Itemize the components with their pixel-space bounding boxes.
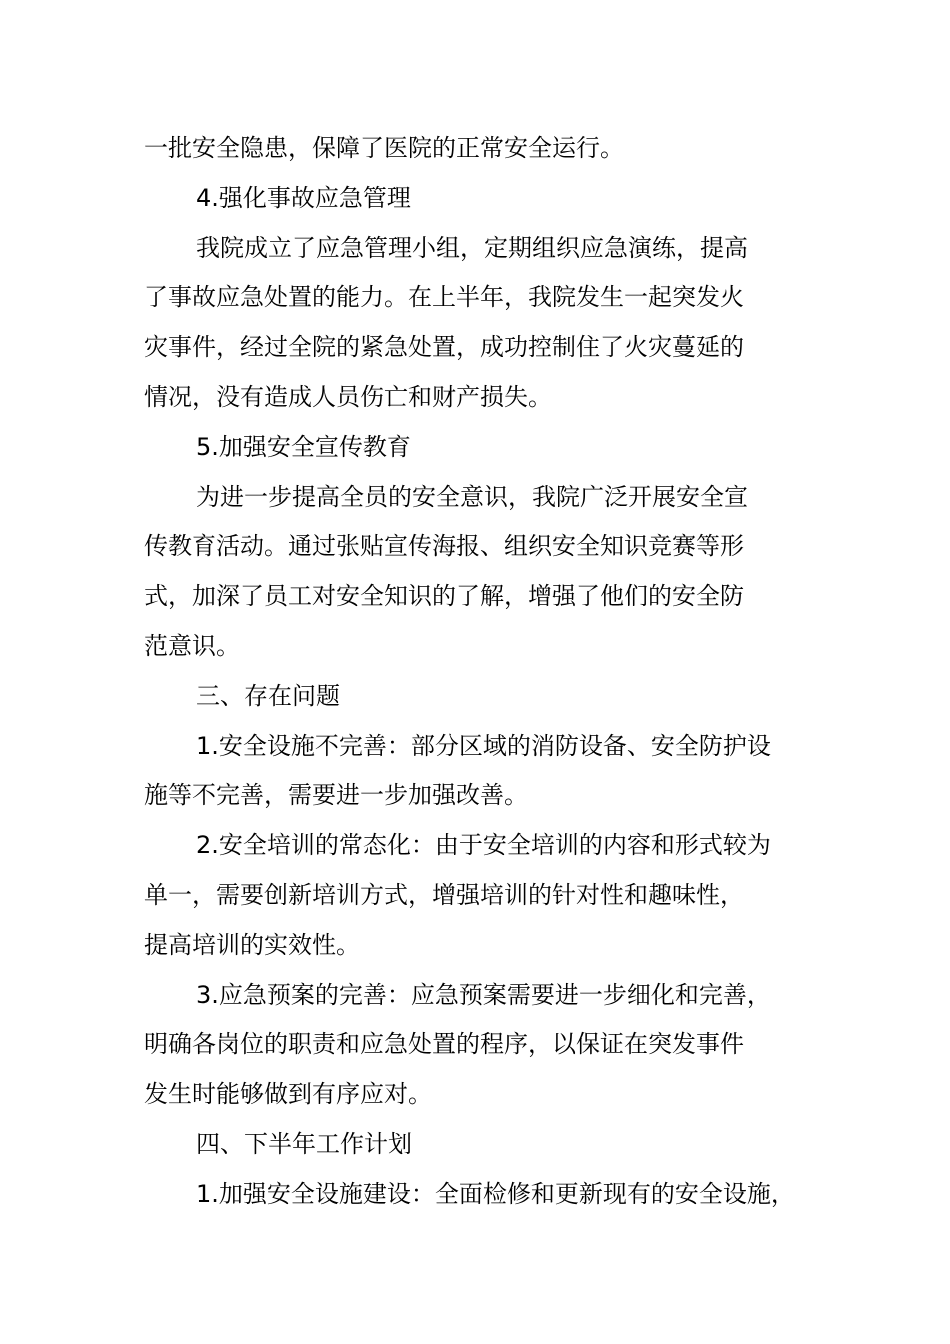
text-line: 我院成立了应急管理小组，定期组织应急演练，提高 <box>196 233 748 262</box>
text-line: 1.安全设施不完善：部分区域的消防设备、安全防护设 <box>196 731 771 760</box>
text-line: 范意识。 <box>144 631 240 660</box>
text-line: 灾事件，经过全院的紧急处置，成功控制住了火灾蔓延的 <box>144 333 744 362</box>
text-line: 明确各岗位的职责和应急处置的程序，以保证在突发事件 <box>144 1030 744 1059</box>
text-line: 为进一步提高全员的安全意识，我院广泛开展安全宣 <box>196 482 748 511</box>
section-heading: 三、存在问题 <box>196 681 340 710</box>
text-line: 了事故应急处置的能力。在上半年，我院发生一起突发火 <box>144 283 744 312</box>
section-heading: 四、下半年工作计划 <box>196 1129 412 1158</box>
text-line: 式，加深了员工对安全知识的了解，增强了他们的安全防 <box>144 582 744 611</box>
text-line: 传教育活动。通过张贴宣传海报、组织安全知识竞赛等形 <box>144 532 744 561</box>
text-line: 1.加强安全设施建设：全面检修和更新现有的安全设施， <box>196 1179 795 1208</box>
text-line: 施等不完善，需要进一步加强改善。 <box>144 781 528 810</box>
text-line: 发生时能够做到有序应对。 <box>144 1080 432 1109</box>
section-heading: 4.强化事故应急管理 <box>196 183 411 212</box>
text-line: 提高培训的实效性。 <box>144 930 360 959</box>
text-line: 单一，需要创新培训方式，增强培训的针对性和趣味性， <box>144 880 744 909</box>
text-line: 3.应急预案的完善：应急预案需要进一步细化和完善， <box>196 980 771 1009</box>
section-heading: 5.加强安全宣传教育 <box>196 432 411 461</box>
text-line: 2.安全培训的常态化：由于安全培训的内容和形式较为 <box>196 831 771 860</box>
text-line: 情况，没有造成人员伤亡和财产损失。 <box>144 382 552 411</box>
text-line: 一批安全隐患，保障了医院的正常安全运行。 <box>144 134 624 162</box>
document-body <box>144 124 814 1220</box>
